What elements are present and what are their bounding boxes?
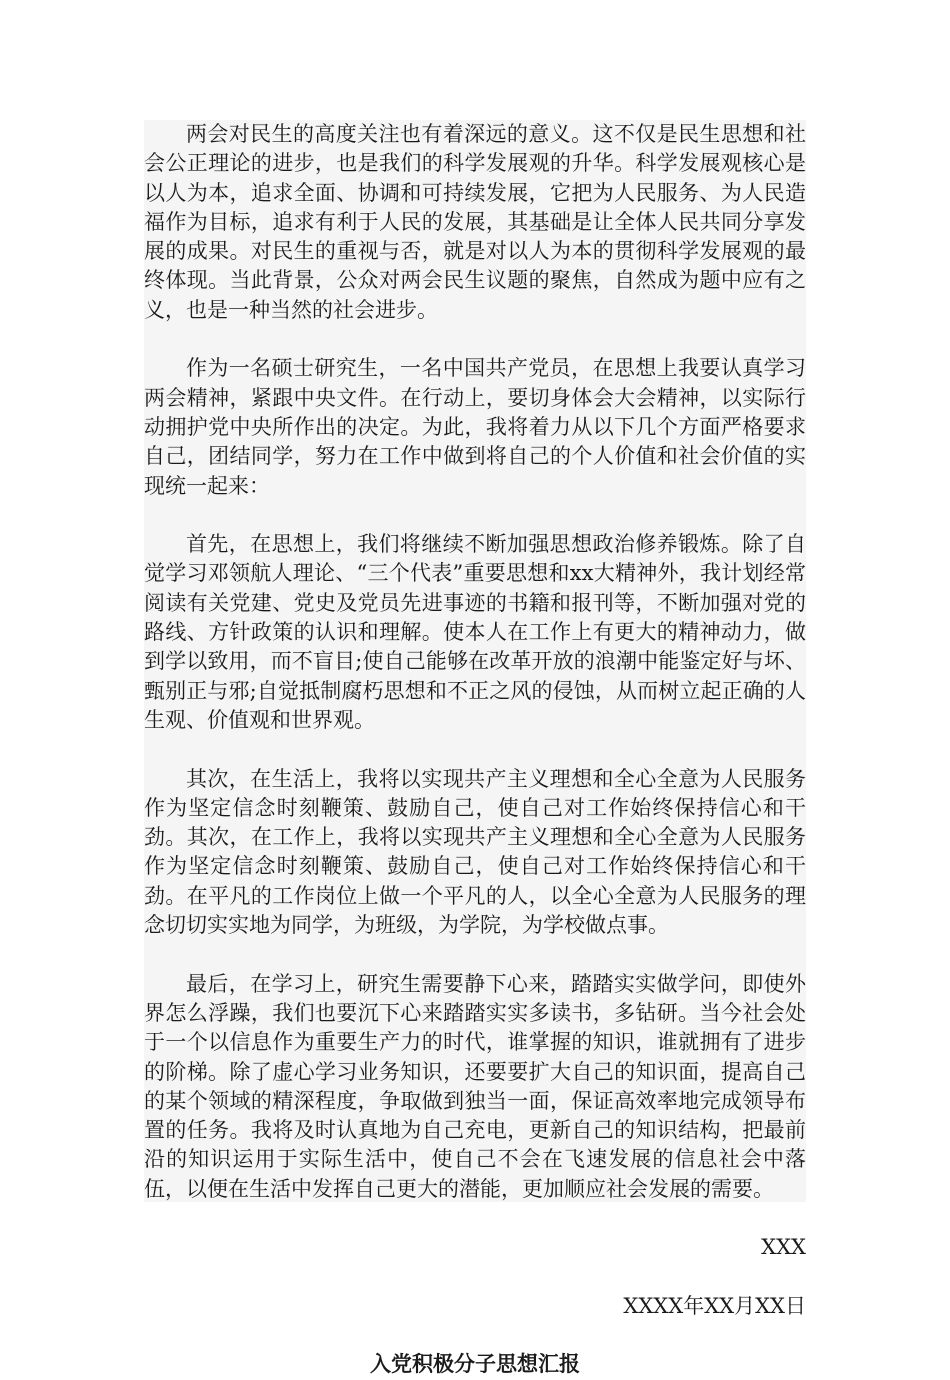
paragraph-study: 最后，在学习上，研究生需要静下心来，踏踏实实做学问，即使外界怎么浮躁，我们也要沉下心来踏踏实实多读书，多钻研。当今社会处于一个以信息作为重要生产力的时代，谁掌握的知识，谁就拥有了进步的阶梯。除了虚心学习业务知识，还要要扩大自己的知识面，提高自己的某个领域的精深程度，争取做到独当一面，保证高效率地完成领导布置的任务。我将及时认真地为自己充电，更新自己的知识结构，把最前沿的知识运用于实际生活中，使自己不会在飞速发展的信息社会中落伍，以便在生活中发挥自己更大的潜能，更加顺应社会发展的需要。 (144, 971, 806, 1201)
paragraph-commitment: 作为一名硕士研究生，一名中国共产党员，在思想上我要认真学习两会精神，紧跟中央文件。在行动上，要切身体会大会精神，以实际行动拥护党中央所作出的决定。为此，我将着力从以下几个方面严格要求自己，团结同学，努力在工作中做到将自己的个人价值和社会价值的实现统一起来： (144, 356, 806, 498)
paragraph-gap (144, 940, 806, 969)
paragraph-life-work: 其次，在生活上，我将以实现共产主义理想和全心全意为人民服务作为坚定信念时刻鞭策、鼓励自己，使自己对工作始终保持信心和干劲。其次，在工作上，我将以实现共产主义理想和全心全意为人民服务作为坚定信念时刻鞭策、鼓励自己，使自己对工作始终保持信心和干劲。在平凡的工作岗位上做一个平凡的人，以全心全意为人民服务的理念切切实实地为同学，为班级，为学院，为学校做点事。 (144, 766, 806, 938)
paragraph-gap (144, 1204, 806, 1233)
signature-name: XXX (761, 1235, 806, 1260)
paragraph-gap (144, 735, 806, 764)
paragraph-thought: 首先，在思想上，我们将继续不断加强思想政治修养锻炼。除了自觉学习邓领航人理论、“三个代表”重要思想和xx大精神外，我计划经常阅读有关党建、党史及党员先进事迹的书籍和报刊等，不断加强对党的路线、方针政策的认识和理解。使本人在工作上有更大的精神动力，做到学以致用，而不盲目;使自己能够在改革开放的浪潮中能鉴定好与坏、甄别正与邪;自觉抵制腐朽思想和不正之风的侵蚀，从而树立起正确的人生观、价值观和世界观。 (144, 532, 806, 732)
paragraph-gap (144, 1321, 806, 1350)
next-section-title: 入党积极分子思想汇报 (370, 1352, 580, 1377)
paragraph-gap (144, 501, 806, 530)
paragraph-significance: 两会对民生的高度关注也有着深远的意义。这不仅是民生思想和社会公正理论的进步，也是我们的科学发展观的升华。科学发展观核心是以人为本，追求全面、协调和可持续发展，它把为人民服务、为人民造福作为目标，追求有利于人民的发展，其基础是让全体人民共同分享发展的成果。对民生的重视与否，就是对以人为本的贯彻科学发展观的最终体现。当此背景，公众对两会民生议题的聚焦，自然成为题中应有之义，也是一种当然的社会进步。 (144, 122, 806, 322)
paragraph-gap (144, 1263, 806, 1292)
paragraph-gap (144, 325, 806, 354)
signature-date: XXXX年XX月XX日 (623, 1293, 806, 1318)
document-body (144, 120, 806, 1377)
